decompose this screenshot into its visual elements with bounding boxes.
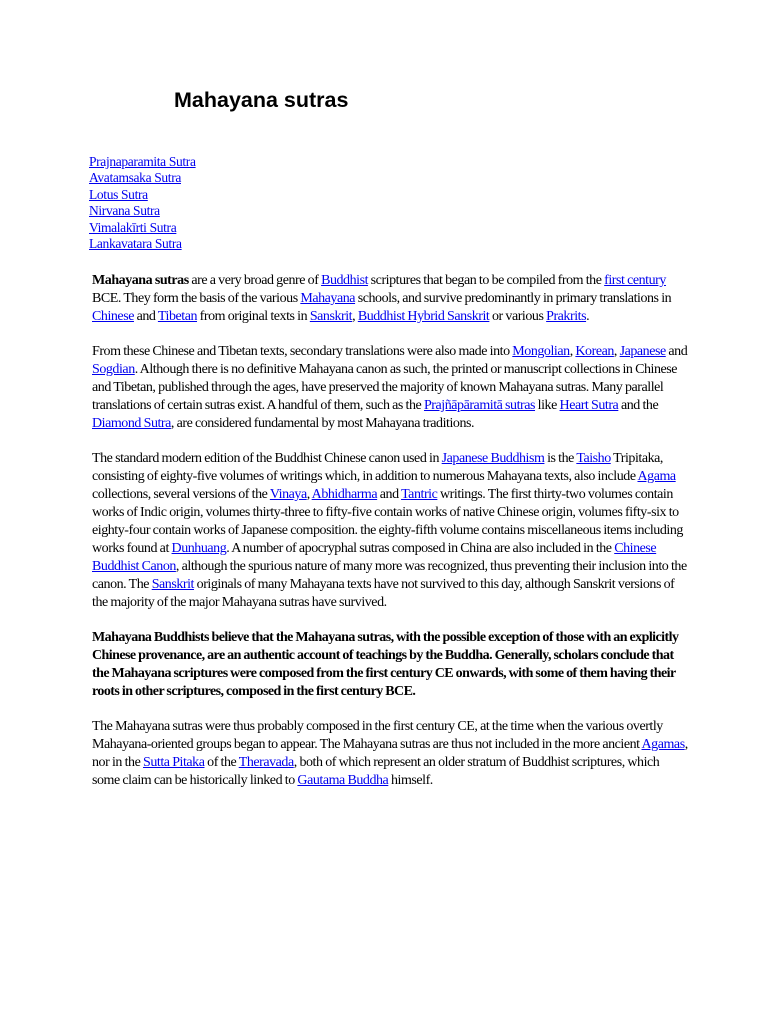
paragraph-text: , although the spurious nature of many more was recognized, thus preventing their inclusion into the canon. The bbox=[92, 559, 687, 592]
page-title: Mahayana sutras bbox=[174, 88, 349, 112]
inline-link-taisho[interactable]: Taisho bbox=[576, 451, 611, 466]
paragraph-text: and bbox=[665, 344, 688, 359]
inline-link-sanskrit[interactable]: Sanskrit bbox=[309, 309, 353, 324]
inline-link-sutta-pitaka[interactable]: Sutta Pitaka bbox=[143, 755, 205, 770]
inline-link-first-century[interactable]: first century bbox=[604, 273, 666, 288]
paragraph-text: . A number of apocryphal sutras composed in China are also included in the bbox=[226, 541, 615, 556]
inline-link-japanese[interactable]: Japanese bbox=[619, 344, 666, 359]
paragraph-text: , bbox=[306, 487, 312, 502]
inline-link-agama[interactable]: Agama bbox=[637, 469, 676, 484]
paragraph-text: originals of many Mahayana texts have not survived to this day, although Sanskrit versions of the majority of the major Mahayana sutras have survived. bbox=[92, 577, 675, 610]
inline-link-praj-p-ramit-sutras[interactable]: Prajñāpāramitā sutras bbox=[423, 398, 536, 413]
paragraph-text: The Mahayana sutras were thus probably composed in the first century CE, at the time when the various overtly Mahayana-oriented groups began to appear. The Mahayana sutras are thus not included in the more ancient bbox=[92, 719, 663, 752]
toc-link-nirvana-sutra[interactable]: Nirvana Sutra bbox=[89, 203, 160, 219]
paragraph-text: . bbox=[586, 309, 590, 324]
paragraph-text: . Although there is no definitive Mahayana canon as such, the printed or manuscript collections in Chinese and Tibetan, published through the ages, have preserved the majority of known Mahayana sutras. Many parallel translations of certain sutras exist. A handful of them, such as the bbox=[92, 362, 678, 413]
paragraph-text: or various bbox=[489, 309, 547, 324]
inline-link-chinese-buddhist-canon[interactable]: Chinese Buddhist Canon bbox=[92, 541, 657, 574]
paragraph-text: From these Chinese and Tibetan texts, secondary translations were also made into bbox=[92, 344, 513, 359]
paragraph-text: Tripitaka, consisting of eighty-five volumes of writings which, in addition to numerous Mahayana texts, also include bbox=[92, 451, 663, 484]
paragraph-text: , nor in the bbox=[92, 737, 688, 770]
paragraph-text: , both of which represent an older stratum of Buddhist scriptures, which some claim can be historically linked to bbox=[92, 755, 660, 788]
paragraph bbox=[92, 343, 688, 433]
toc-link-prajnaparamita-sutra[interactable]: Prajnaparamita Sutra bbox=[89, 154, 196, 169]
paragraph-text: writings. The first thirty-two volumes contain works of Indic origin, volumes thirty-three to fifty-five contain works of native Chinese origin, volumes fifty-six to eighty-four contain works of Japanese composition. the eighty-fifth volume contains miscellaneous items including works found at bbox=[92, 487, 683, 556]
inline-link-buddhist[interactable]: Buddhist bbox=[321, 273, 369, 288]
paragraph-text: and bbox=[377, 487, 402, 502]
paragraph-text: BCE. They form the basis of the various bbox=[92, 291, 301, 306]
inline-link-gautama-buddha[interactable]: Gautama Buddha bbox=[297, 773, 389, 788]
paragraph bbox=[92, 629, 688, 701]
toc-link-avatamsaka-sutra[interactable]: Avatamsaka Sutra bbox=[89, 170, 181, 186]
paragraph-text: The standard modern edition of the Buddhist Chinese canon used in bbox=[92, 451, 442, 466]
paragraph-text: is the bbox=[544, 451, 577, 466]
paragraph bbox=[92, 272, 688, 326]
inline-link-sogdian[interactable]: Sogdian bbox=[92, 362, 135, 377]
inline-link-tantric[interactable]: Tantric bbox=[401, 487, 438, 502]
toc-link-lankavatara-sutra[interactable]: Lankavatara Sutra bbox=[89, 236, 182, 252]
inline-link-chinese[interactable]: Chinese bbox=[92, 309, 134, 324]
bold-term: Mahayana sutras bbox=[92, 273, 189, 288]
inline-link-tibetan[interactable]: Tibetan bbox=[157, 309, 198, 324]
inline-link-vinaya[interactable]: Vinaya bbox=[269, 487, 307, 502]
toc-link-lotus-sutra[interactable]: Lotus Sutra bbox=[89, 186, 148, 202]
paragraph-text: collections, several versions of the bbox=[92, 487, 270, 502]
paragraph bbox=[92, 718, 688, 790]
paragraph bbox=[92, 450, 688, 612]
paragraph-text: are a very broad genre of bbox=[188, 273, 322, 288]
paragraph-text: like bbox=[535, 398, 560, 413]
table-of-contents bbox=[89, 154, 196, 252]
article-body bbox=[92, 272, 688, 807]
inline-link-agamas[interactable]: Agamas bbox=[641, 737, 685, 752]
paragraph-text: , bbox=[352, 309, 358, 324]
paragraph-text: schools, and survive predominantly in primary translations in bbox=[355, 291, 672, 306]
inline-link-theravada[interactable]: Theravada bbox=[238, 755, 294, 770]
paragraph-text: from original texts in bbox=[197, 309, 310, 324]
paragraph-text: , are considered fundamental by most Mahayana traditions. bbox=[170, 416, 475, 431]
inline-link-mongolian[interactable]: Mongolian bbox=[512, 344, 570, 359]
paragraph-text: of the bbox=[204, 755, 239, 770]
inline-link-diamond-sutra[interactable]: Diamond Sutra bbox=[92, 416, 171, 431]
inline-link-prakrits[interactable]: Prakrits bbox=[546, 309, 587, 324]
paragraph-text: himself. bbox=[388, 773, 433, 788]
inline-link-mahayana[interactable]: Mahayana bbox=[300, 291, 356, 306]
paragraph-text: and bbox=[133, 309, 158, 324]
inline-link-heart-sutra[interactable]: Heart Sutra bbox=[559, 398, 619, 413]
paragraph-text: , bbox=[613, 344, 620, 359]
inline-link-dunhuang[interactable]: Dunhuang bbox=[171, 541, 227, 556]
inline-link-japanese-buddhism[interactable]: Japanese Buddhism bbox=[441, 451, 545, 466]
inline-link-korean[interactable]: Korean bbox=[575, 344, 614, 359]
inline-link-buddhist-hybrid-sanskrit[interactable]: Buddhist Hybrid Sanskrit bbox=[357, 309, 490, 324]
toc-link-vimalakirti-sutra[interactable]: Vimalakīrti Sutra bbox=[89, 219, 177, 235]
paragraph-text: scriptures that began to be compiled from the bbox=[368, 273, 605, 288]
paragraph-text: , bbox=[569, 344, 576, 359]
paragraph-text: Mahayana Buddhists believe that the Mahayana sutras, with the possible exception of those with an explicitly Chinese provenance, are an authentic account of teachings by the Buddha. Generally, scholars conclude that the Mahayana scriptures were composed from the first century CE onwards, with some of them having their roots in other scriptures, composed in the first century BCE. bbox=[92, 630, 679, 699]
inline-link-sanskrit[interactable]: Sanskrit bbox=[151, 577, 194, 592]
inline-link-abhidharma[interactable]: Abhidharma bbox=[311, 487, 378, 502]
paragraph-text: and the bbox=[618, 398, 659, 413]
